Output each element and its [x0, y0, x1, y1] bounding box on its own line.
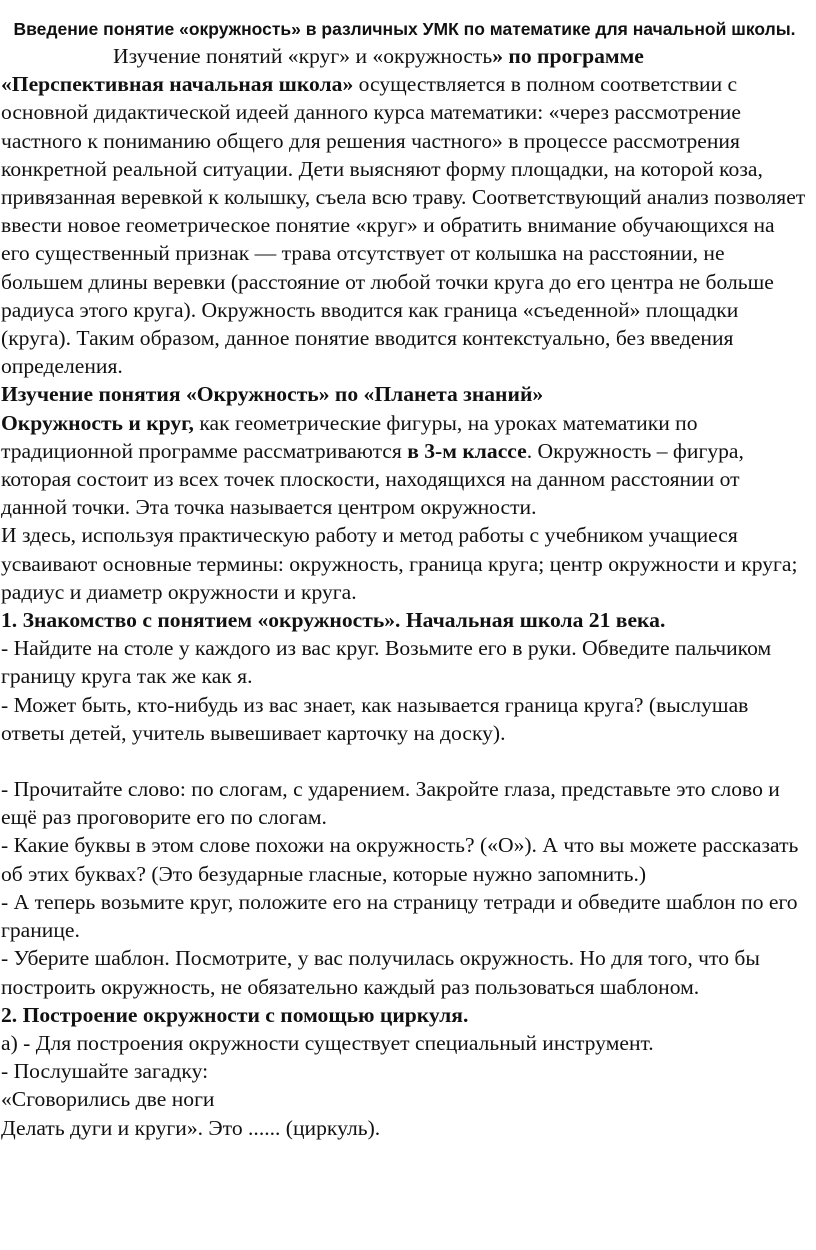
- section1-line: - Найдите на столе у каждого из вас круг. Возьмите его в руки. Обведите пальчиком границу круга так же как я.: [1, 636, 772, 689]
- planet-term: Окружность и круг,: [1, 410, 194, 435]
- intro-text-start: Изучение понятий «круг» и «окружность: [113, 44, 493, 68]
- intro-program-name: » по программе «Перспективная начальная школа»: [1, 44, 644, 97]
- section1-line: - Может быть, кто-нибудь из вас знает, как называется граница круга? (выслушав ответы детей, учитель вывешивает карточку на доску).: [1, 692, 749, 745]
- section1-line: - Уберите шаблон. Посмотрите, у вас получилась окружность. Но для того, что бы построить окружность, не обязательно каждый раз пользоваться шаблоном.: [1, 946, 760, 999]
- section1-line: - Какие буквы в этом слове похожи на окружность? («О»). А что вы можете рассказать об этих буквах? (Это безударные гласные, которые нужно запомнить.): [1, 833, 799, 886]
- section2-heading: 2. Построение окружности с помощью циркуля.: [1, 1002, 469, 1027]
- document-title: Введение понятие «окружность» в различных УМК по математике для начальной школы.: [13, 19, 796, 39]
- planet-paragraph-2: И здесь, используя практическую работу и метод работы с учебником учащиеся усваивают основные термины: окружность, граница круга; центр окружности и круга; радиус и диаметр окружности и круга.: [1, 523, 798, 604]
- section1-line: - Прочитайте слово: по слогам, с ударением. Закройте глаза, представьте это слово и ещё раз проговорите его по слогам.: [1, 777, 780, 830]
- section1-heading: 1. Знакомство с понятием «окружность». Начальная школа 21 века.: [1, 608, 666, 633]
- blank-line: [1, 747, 808, 775]
- intro-text-rest: осуществляется в полном соответствии с основной дидактической идеей данного курса математики: «через рассмотрение частного к пониманию общего для решения частного» в процессе рассмотрения конкретной реальной ситуации. Дети выясняют форму площадки, на которой коза, привязанная веревкой к колышку, съела всю траву. Соответствующий анализ позволяет ввести новое геометрическое понятие «круг» и обратить внимание обучающихся на его существенный признак — трава отсутствует от колышка на расстоянии, не большем длины веревки (расстояние от любой точки круга до его центра не больше радиуса этого круга). Окружность вводится как граница «съеденной» площадки (круга). Таким образом, данное понятие вводится контекстуально, без введения определения.: [1, 72, 806, 379]
- planet-text-1: как геометрические фигуры, на уроках математики по традиционной программе рассматриваются: [1, 410, 698, 463]
- section2-line: - Послушайте загадку:: [1, 1059, 209, 1084]
- riddle-line: «Сговорились две ноги: [1, 1087, 215, 1112]
- section2-line: а) - Для построения окружности существует специальный инструмент.: [1, 1030, 654, 1055]
- planet-grade: в 3-м классе: [407, 438, 527, 463]
- section1-line: - А теперь возьмите круг, положите его на страницу тетради и обведите шаблон по его границе.: [1, 889, 798, 943]
- riddle-line: Делать дуги и круги». Это ...... (циркуль).: [1, 1115, 381, 1140]
- planet-text-2: . Окружность – фигура, которая состоит из всех точек плоскости, находящихся на данном расстоянии от данной точки. Эта точка называется центром окружности.: [1, 438, 744, 520]
- intro-paragraph: [1, 42, 808, 380]
- planet-section-heading: Изучение понятия «Окружность» по «Планета знаний»: [1, 382, 544, 407]
- planet-paragraph: [1, 409, 808, 522]
